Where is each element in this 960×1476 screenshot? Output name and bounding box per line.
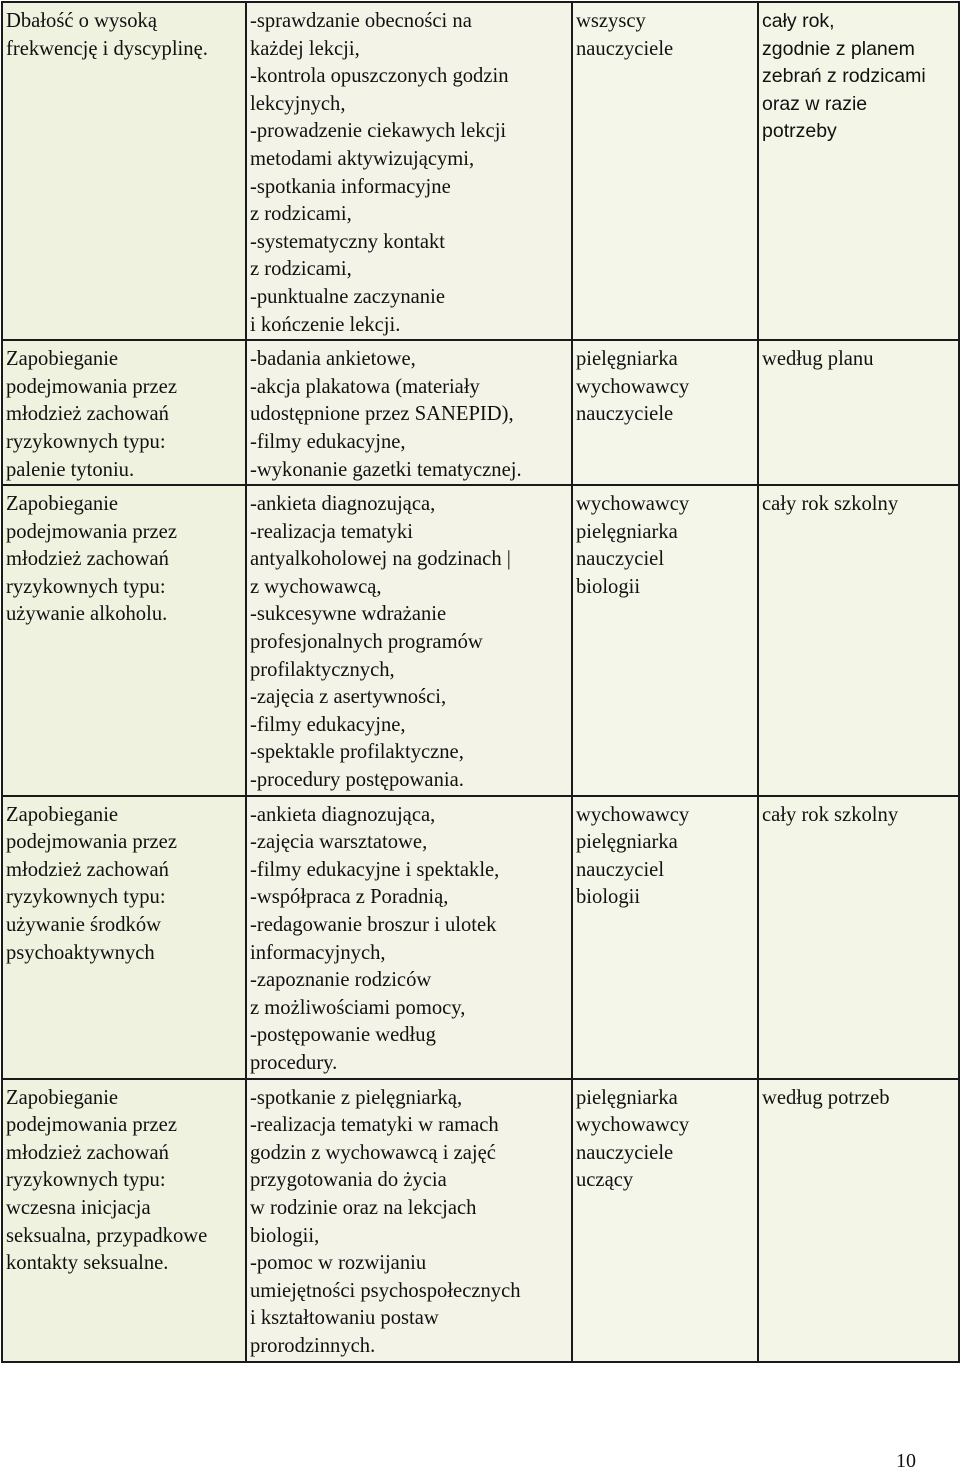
deadline-cell: cały rok szkolny (758, 485, 959, 796)
responsible-cell: wszyscy nauczyciele (572, 2, 758, 340)
responsible-cell: wychowawcy pielęgniarka nauczyciel biologii (572, 485, 758, 796)
page-number: 10 (896, 1450, 916, 1472)
prevention-plan-table (1, 1, 960, 1363)
responsible-cell: pielęgniarka wychowawcy nauczyciele (572, 340, 758, 485)
table-row (2, 1079, 959, 1362)
table-row (2, 2, 959, 340)
methods-cell: -sprawdzanie obecności na każdej lekcji, -kontrola opuszczonych godzin lekcyjnych, -prowadzenie ciekawych lekcji metodami aktywizującymi, -spotkania informacyjne z rodzicami, -systematyczny kontakt z rodzicami, -punktualne zaczynanie i kończenie lekcji. (246, 2, 572, 340)
methods-cell: -ankieta diagnozująca, -realizacja tematyki antyalkoholowej na godzinach | z wychowawcą, -sukcesywne wdrażanie profesjonalnych programów profilaktycznych, -zajęcia z asertywności, -filmy edukacyjne, -spektakle profilaktyczne, -procedury postępowania. (246, 485, 572, 796)
methods-cell: -spotkanie z pielęgniarką, -realizacja tematyki w ramach godzin z wychowawcą i zajęć przygotowania do życia w rodzinie oraz na lekcjach biologii, -pomoc w rozwijaniu umiejętności psychospołecznych i kształtowaniu postaw prorodzinnych. (246, 1079, 572, 1362)
deadline-cell: cały rok, zgodnie z planem zebrań z rodzicami oraz w razie potrzeby (758, 2, 959, 340)
methods-cell: -badania ankietowe, -akcja plakatowa (materiały udostępnione przez SANEPID), -filmy edukacyjne, -wykonanie gazetki tematycznej. (246, 340, 572, 485)
objective-cell: Zapobieganie podejmowania przez młodzież zachowań ryzykownych typu: wczesna inicjacja seksualna, przypadkowe kontakty seksualne. (2, 1079, 246, 1362)
objective-cell: Dbałość o wysoką frekwencję i dyscyplinę. (2, 2, 246, 340)
objective-cell: Zapobieganie podejmowania przez młodzież zachowań ryzykownych typu: palenie tytoniu. (2, 340, 246, 485)
deadline-cell: według potrzeb (758, 1079, 959, 1362)
deadline-cell: według planu (758, 340, 959, 485)
objective-cell: Zapobieganie podejmowania przez młodzież zachowań ryzykownych typu: używanie alkoholu. (2, 485, 246, 796)
responsible-cell: pielęgniarka wychowawcy nauczyciele uczący (572, 1079, 758, 1362)
responsible-cell: wychowawcy pielęgniarka nauczyciel biologii (572, 796, 758, 1079)
table-row (2, 340, 959, 485)
objective-cell: Zapobieganie podejmowania przez młodzież zachowań ryzykownych typu: używanie środków psychoaktywnych (2, 796, 246, 1079)
table-row (2, 485, 959, 796)
methods-cell: -ankieta diagnozująca, -zajęcia warsztatowe, -filmy edukacyjne i spektakle, -współpraca z Poradnią, -redagowanie broszur i ulotek informacyjnych, -zapoznanie rodziców z możliwościami pomocy, -postępowanie według procedury. (246, 796, 572, 1079)
deadline-cell: cały rok szkolny (758, 796, 959, 1079)
table-row (2, 796, 959, 1079)
